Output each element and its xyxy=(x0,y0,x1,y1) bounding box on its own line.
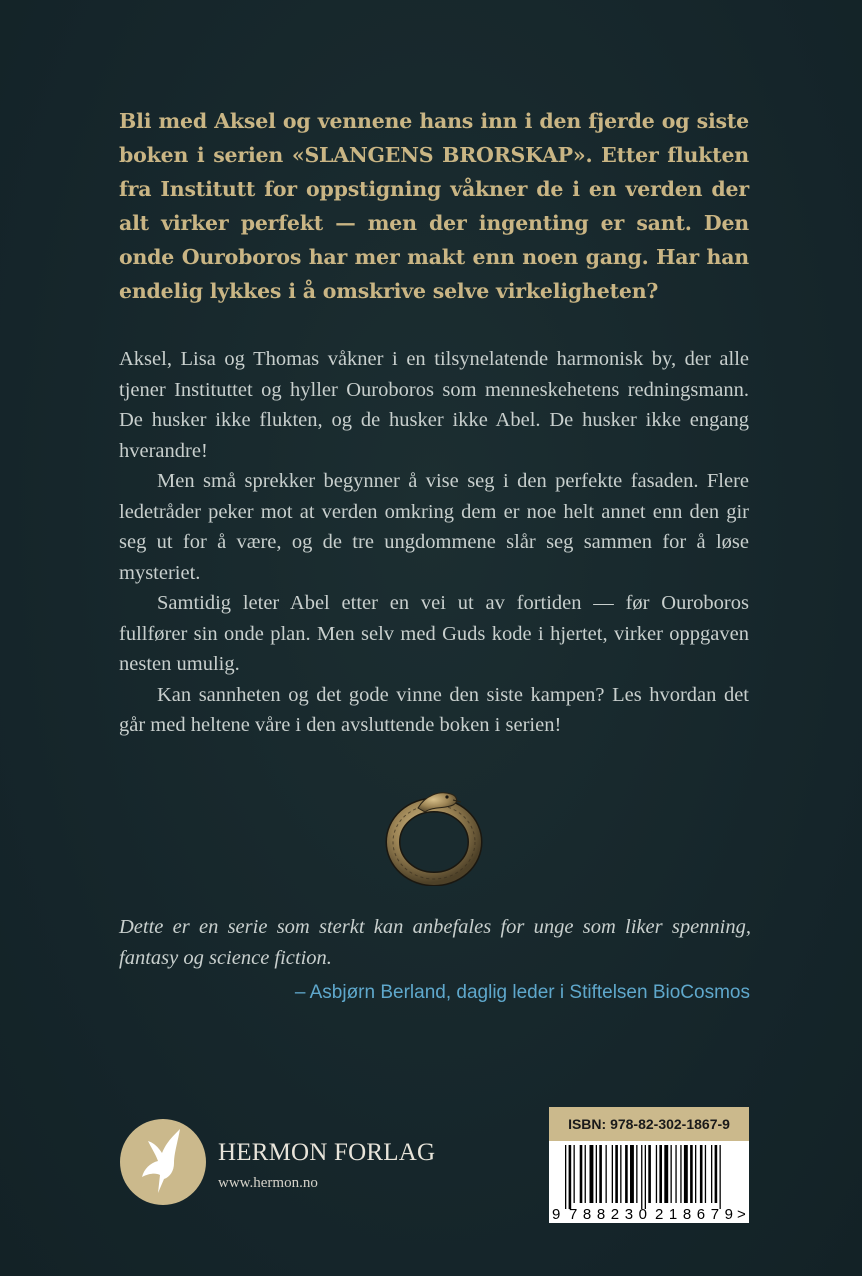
synopsis-paragraph: Men små sprekker begynner å vise seg i den perfekte fasaden. Flere ledetråder peker mot at verden omkring dem er noe helt annet enn den gir seg ut for å være, og de tre ungdommene slår seg sammen for å løse mysteriet. xyxy=(119,470,749,584)
barcode-bar xyxy=(620,1145,621,1203)
publisher-url[interactable]: www.hermon.no xyxy=(218,1175,318,1191)
barcode-bar xyxy=(695,1145,696,1203)
dove-logo-icon xyxy=(120,1119,206,1205)
synopsis-paragraph: Kan sannheten og det gode vinne den siste kampen? Les hvordan det går med heltene våre i den avsluttende boken i serien! xyxy=(119,683,749,736)
barcode-bar xyxy=(705,1145,706,1203)
barcode-bar xyxy=(569,1145,572,1209)
barcode-bar xyxy=(641,1145,642,1209)
barcode-bar xyxy=(684,1145,688,1203)
barcode-bar xyxy=(711,1145,712,1203)
barcode-bar xyxy=(606,1145,607,1203)
cover-blurb: Bli med Aksel og vennene hans inn i den fjerde og siste boken i serien «SLANGENS BRORSKAP». Etter flukten fra Institutt for oppstigning våkner de i en verden der alt virker perfekt — men der ingenting er sant. Den onde Ouroboros har mer makt enn noen gang. Har han endelig lykkes i å omskrive selve virkeligheten? xyxy=(119,109,749,303)
barcode-bar xyxy=(615,1145,618,1203)
barcode-bar xyxy=(680,1145,681,1203)
barcode-bar xyxy=(645,1145,646,1209)
barcode-digits-left: 788230 xyxy=(569,1206,647,1223)
barcode-bar xyxy=(565,1145,566,1209)
barcode-bar xyxy=(636,1145,637,1203)
synopsis-paragraph: Aksel, Lisa og Thomas våkner i en tilsynelatende harmonisk by, der alle tjener Instituttet og hyller Ouroboros som menneskehetens redningsmann. De husker ikke flukten, og de husker ikke Abel. De husker ikke engang hverandre! xyxy=(119,348,749,462)
barcode-bar xyxy=(664,1145,668,1203)
barcode-bar xyxy=(659,1145,662,1203)
synopsis xyxy=(119,344,749,741)
barcode-bar xyxy=(656,1145,657,1203)
barcode-digits-right: 218679 xyxy=(655,1206,733,1223)
barcode-bar xyxy=(720,1145,721,1209)
barcode-digit-first: 9 xyxy=(552,1206,561,1223)
quote-attribution: – Asbjørn Berland, daglig leder i Stiftelsen BioCosmos xyxy=(294,982,750,1003)
barcode-bar xyxy=(599,1145,602,1203)
isbn-label: ISBN: 978-82-302-1867-9 xyxy=(549,1107,749,1141)
barcode-bar xyxy=(580,1145,583,1203)
barcode-bar xyxy=(630,1145,634,1203)
barcode-quiet-mark: > xyxy=(737,1206,746,1223)
isbn-barcode xyxy=(549,1107,749,1223)
barcode-bar xyxy=(675,1145,676,1203)
barcode-bar xyxy=(671,1145,672,1203)
barcode-bar xyxy=(585,1145,586,1203)
barcode-bar xyxy=(690,1145,693,1203)
barcode-bars xyxy=(549,1141,749,1223)
recommendation-quote: Dette er en serie som sterkt kan anbefales for unge som liker spenning, fantasy og science fiction. xyxy=(119,916,751,969)
barcode-bar xyxy=(612,1145,613,1203)
publisher-name: HERMON FORLAG xyxy=(218,1139,436,1166)
barcode-bar xyxy=(648,1145,651,1203)
barcode-bar xyxy=(590,1145,594,1203)
barcode-bar xyxy=(596,1145,597,1203)
synopsis-paragraph: Samtidig leter Abel etter en vei ut av fortiden — før Ouroboros fullfører sin onde plan. Men selv med Guds kode i hjertet, virker oppgaven nesten umulig. xyxy=(119,592,749,675)
barcode-bar xyxy=(574,1145,575,1203)
barcode-bar xyxy=(625,1145,628,1203)
barcode-bar xyxy=(715,1145,718,1203)
barcode-bar xyxy=(700,1145,703,1203)
ouroboros-icon xyxy=(385,782,483,886)
